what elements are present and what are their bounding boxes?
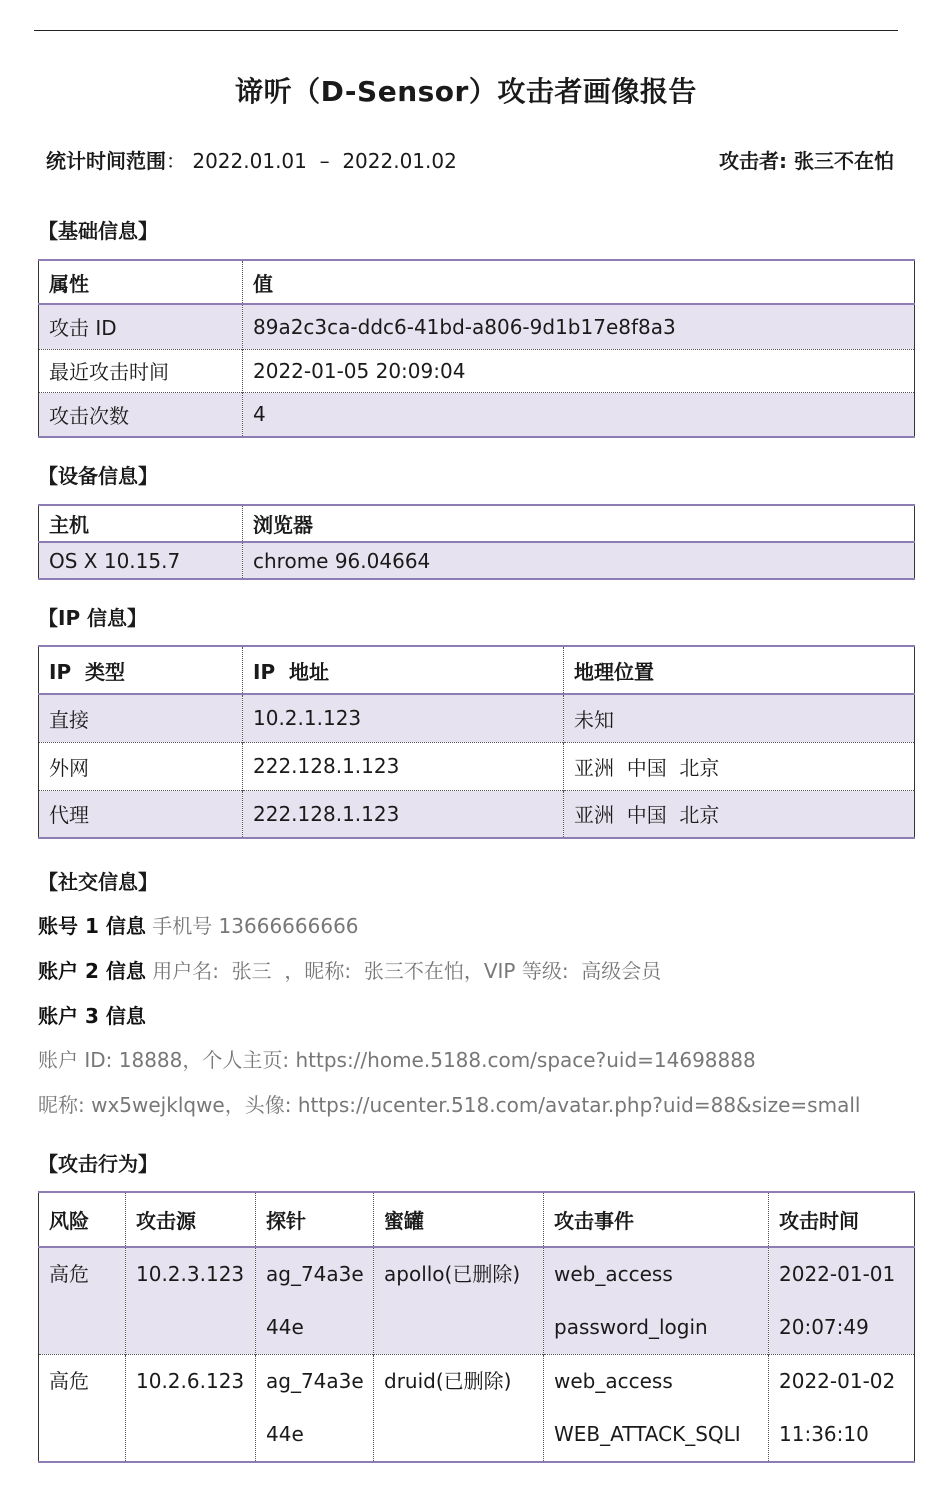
probe-line-1: ag_74a3e <box>266 1369 364 1393</box>
ip-address: 10.2.1.123 <box>243 694 564 742</box>
attack-time <box>769 1355 915 1463</box>
table-header-row <box>39 1192 915 1247</box>
time-range-end: 2022.01.02 <box>342 149 457 173</box>
ip-type: 代理 <box>49 803 89 828</box>
browser-value: chrome 96.04664 <box>243 542 915 579</box>
ip-info-heading: 【IP 信息】 <box>38 606 148 630</box>
table-row <box>39 1247 915 1355</box>
table-row <box>39 1355 915 1463</box>
column-header: IP 类型 <box>49 659 126 684</box>
attack-behavior-heading: 【攻击行为】 <box>38 1152 158 1176</box>
honeypot-text: druid(已删除) <box>384 1369 512 1393</box>
ip-info-table <box>38 645 915 839</box>
device-info-table <box>38 504 915 580</box>
column-header: 主机 <box>49 513 89 537</box>
risk-level <box>39 1355 126 1463</box>
attack-count-label: 攻击次数 <box>49 403 129 428</box>
attack-event: web_access <box>554 1369 673 1393</box>
attack-source-text: 10.2.6.123 <box>136 1369 245 1393</box>
attack-date: 2022-01-01 <box>779 1262 896 1286</box>
attack-date: 2022-01-02 <box>779 1369 896 1393</box>
attack-clock-time: 11:36:10 <box>779 1422 869 1446</box>
basic-info-table <box>38 259 915 438</box>
attack-id-label: 攻击 ID <box>49 316 117 341</box>
account-2-info <box>38 955 661 984</box>
risk-level <box>39 1247 126 1355</box>
table-header-row <box>39 260 915 304</box>
time-range-dash: – <box>319 149 330 173</box>
table-row <box>39 742 915 790</box>
basic-info-heading: 【基础信息】 <box>38 219 158 243</box>
attacker <box>719 145 894 174</box>
column-header: 值 <box>243 260 915 304</box>
attack-clock-time: 20:07:49 <box>779 1315 869 1339</box>
probe <box>256 1247 374 1355</box>
attack-count-value: 4 <box>243 392 915 437</box>
social-info-heading: 【社交信息】 <box>38 870 158 894</box>
probe <box>256 1355 374 1463</box>
ip-address: 222.128.1.123 <box>243 742 564 790</box>
table-header-row <box>39 646 915 694</box>
probe-line-1: ag_74a3e <box>266 1262 364 1286</box>
column-header: 风险 <box>49 1209 89 1233</box>
attack-id-value: 89a2c3ca-ddc6-41bd-a806-9d1b17e8f8a3 <box>243 304 915 349</box>
attack-behavior-table <box>38 1191 915 1463</box>
account-1-label: 账号 1 信息 <box>38 914 146 938</box>
ip-type: 直接 <box>49 707 89 732</box>
honeypot <box>374 1355 544 1463</box>
risk-level-text: 高危 <box>49 1369 89 1393</box>
time-range <box>46 145 457 174</box>
column-header: 属性 <box>49 271 89 296</box>
attack-events <box>544 1355 769 1463</box>
account-1-value: 手机号 13666666666 <box>152 914 359 938</box>
attack-event: password_login <box>554 1315 708 1339</box>
host-value: OS X 10.15.7 <box>49 548 181 573</box>
attacker-name: 张三不在怕 <box>794 149 894 173</box>
account-1-info <box>38 910 359 939</box>
account-3-info <box>38 1000 146 1029</box>
table-row <box>39 694 915 742</box>
attack-event: WEB_ATTACK_SQLI <box>554 1422 741 1446</box>
account-2-value: 用户名: 张三 ，昵称: 张三不在怕，VIP 等级: 高级会员 <box>152 959 662 983</box>
column-header: 攻击源 <box>126 1192 256 1247</box>
attack-event: web_access <box>554 1262 673 1286</box>
table-row <box>39 304 915 349</box>
column-header: IP 地址 <box>243 646 564 694</box>
column-header: 蜜罐 <box>374 1192 544 1247</box>
ip-type: 外网 <box>49 755 89 780</box>
column-header: 攻击事件 <box>544 1192 769 1247</box>
probe-line-2: 44e <box>266 1422 304 1446</box>
probe-line-2: 44e <box>266 1315 304 1339</box>
table-row <box>39 349 915 392</box>
last-attack-time-label: 最近攻击时间 <box>49 360 169 384</box>
honeypot <box>374 1247 544 1355</box>
time-range-label: 统计时间范围 <box>46 149 166 173</box>
device-info-heading: 【设备信息】 <box>38 464 158 488</box>
ip-location: 未知 <box>564 694 915 742</box>
column-header: 浏览器 <box>243 505 915 542</box>
table-row <box>39 790 915 838</box>
attack-source-text: 10.2.3.123 <box>136 1262 245 1286</box>
honeypot-text: apollo(已删除) <box>384 1262 521 1286</box>
time-range-start: 2022.01.01 <box>192 149 307 173</box>
attacker-label: 攻击者: <box>719 149 788 173</box>
ip-location: 亚洲 中国 北京 <box>564 790 915 838</box>
last-attack-time-value: 2022-01-05 20:09:04 <box>243 349 915 392</box>
account-2-label: 账户 2 信息 <box>38 959 146 983</box>
time-range-colon: ： <box>166 149 186 173</box>
account-3-label: 账户 3 信息 <box>38 1004 146 1028</box>
ip-address: 222.128.1.123 <box>243 790 564 838</box>
risk-level-text: 高危 <box>49 1262 89 1286</box>
table-row <box>39 392 915 437</box>
top-divider <box>34 30 898 31</box>
table-header-row <box>39 505 915 542</box>
column-header: 地理位置 <box>564 646 915 694</box>
report-title: 谛听（D-Sensor）攻击者画像报告 <box>235 75 697 108</box>
attack-events <box>544 1247 769 1355</box>
attack-source <box>126 1355 256 1463</box>
column-header: 探针 <box>256 1192 374 1247</box>
account-3-line-1: 账户 ID: 18888，个人主页: https://home.5188.com/space?uid=14698888 <box>38 1048 756 1072</box>
attack-time <box>769 1247 915 1355</box>
table-row <box>39 542 915 579</box>
attack-source <box>126 1247 256 1355</box>
account-3-line-2: 昵称: wx5wejklqwe，头像: https://ucenter.518.com/avatar.php?uid=88&size=small <box>38 1093 861 1117</box>
ip-location: 亚洲 中国 北京 <box>564 742 915 790</box>
column-header: 攻击时间 <box>769 1192 915 1247</box>
